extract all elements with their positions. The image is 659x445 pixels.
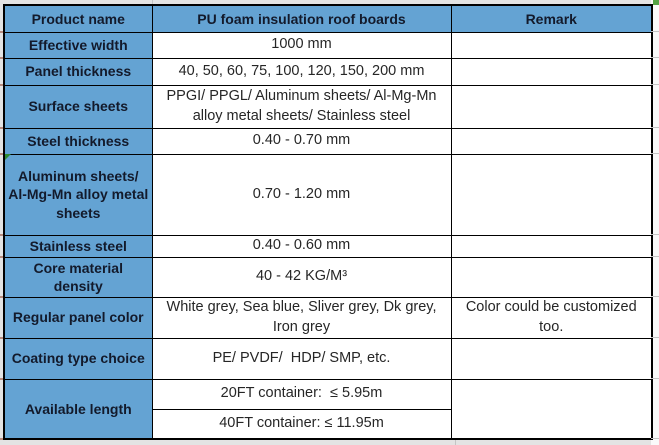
row-label: Coating type choice bbox=[4, 338, 152, 379]
row-remark bbox=[451, 379, 652, 439]
table-header-row bbox=[4, 5, 652, 32]
right-gridline-tick bbox=[651, 57, 659, 58]
right-gridline-tick bbox=[651, 438, 659, 439]
row-label: Available length bbox=[4, 379, 152, 439]
table-row bbox=[4, 154, 652, 235]
left-gridline-tick bbox=[0, 31, 3, 33]
table-row bbox=[4, 297, 652, 338]
left-gridline-tick bbox=[0, 57, 3, 59]
right-gridline-tick bbox=[651, 337, 659, 338]
row-label: Surface sheets bbox=[4, 85, 152, 128]
row-remark bbox=[451, 257, 652, 297]
error-indicator-icon[interactable] bbox=[5, 154, 11, 160]
left-gridline-tick bbox=[0, 337, 3, 339]
left-gridline-tick bbox=[0, 256, 3, 258]
left-gridline-tick bbox=[0, 153, 3, 155]
row-value: PPGI/ PPGL/ Aluminum sheets/ Al-Mg-Mn alloy metal sheets/ Stainless steel bbox=[152, 85, 451, 128]
right-gridline-tick bbox=[651, 31, 659, 32]
table-row bbox=[4, 257, 652, 297]
row-label: Effective width bbox=[4, 32, 152, 58]
col-header-product-value: PU foam insulation roof boards bbox=[152, 5, 451, 32]
row-remark: Color could be customized too. bbox=[451, 297, 652, 338]
row-label: Core material density bbox=[4, 257, 152, 297]
row-label: Aluminum sheets/ Al-Mg-Mn alloy metal sheets bbox=[4, 154, 152, 235]
row-value: 0.40 - 0.60 mm bbox=[152, 235, 451, 257]
row-value: 0.70 - 1.20 mm bbox=[152, 154, 451, 235]
column-gridline-tick bbox=[455, 440, 456, 445]
table-row bbox=[4, 338, 652, 379]
row-label: Regular panel color bbox=[4, 297, 152, 338]
table-row bbox=[4, 32, 652, 58]
row-remark bbox=[451, 32, 652, 58]
row-remark bbox=[451, 154, 652, 235]
table-row bbox=[4, 379, 652, 409]
row-label: Stainless steel bbox=[4, 235, 152, 257]
row-remark bbox=[451, 128, 652, 154]
row-label: Steel thickness bbox=[4, 128, 152, 154]
row-value: 40, 50, 60, 75, 100, 120, 150, 200 mm bbox=[152, 58, 451, 85]
left-gridline-tick bbox=[0, 84, 3, 86]
left-gridline-tick bbox=[0, 296, 3, 298]
row-value: 40 - 42 KG/M³ bbox=[152, 257, 451, 297]
row-label: Panel thickness bbox=[4, 58, 152, 85]
right-gridline-tick bbox=[651, 84, 659, 85]
row-value: White grey, Sea blue, Sliver grey, Dk grey, Iron grey bbox=[152, 297, 451, 338]
table-row bbox=[4, 85, 652, 128]
right-gridline-tick bbox=[651, 234, 659, 235]
left-gridline-tick bbox=[0, 438, 3, 440]
row-value: PE/ PVDF/ HDP/ SMP, etc. bbox=[152, 338, 451, 379]
row-value: 0.40 - 0.70 mm bbox=[152, 128, 451, 154]
fill-handle[interactable] bbox=[653, 0, 659, 5]
col-header-remark: Remark bbox=[451, 5, 652, 32]
left-gridline-tick bbox=[0, 378, 3, 380]
col-header-product-name: Product name bbox=[4, 5, 152, 32]
right-gridline-tick bbox=[651, 256, 659, 257]
table-row bbox=[4, 58, 652, 85]
column-gridline-tick bbox=[152, 0, 153, 4]
product-spec-table bbox=[3, 4, 653, 440]
left-gridline-tick bbox=[0, 234, 3, 236]
row-remark bbox=[451, 58, 652, 85]
row-remark bbox=[451, 235, 652, 257]
table-row bbox=[4, 128, 652, 154]
right-gridline-tick bbox=[651, 153, 659, 154]
row-remark bbox=[451, 338, 652, 379]
row-remark bbox=[451, 85, 652, 128]
row-value: 1000 mm bbox=[152, 32, 451, 58]
row-value-20ft: 20FT container: ≤ 5.95m bbox=[152, 379, 451, 409]
row-value-40ft: 40FT container: ≤ 11.95m bbox=[152, 409, 451, 439]
table-row bbox=[4, 235, 652, 257]
right-gridline-tick bbox=[651, 127, 659, 128]
right-gridline-tick bbox=[651, 296, 659, 297]
left-gridline-tick bbox=[0, 127, 3, 129]
right-gridline-tick bbox=[651, 378, 659, 379]
